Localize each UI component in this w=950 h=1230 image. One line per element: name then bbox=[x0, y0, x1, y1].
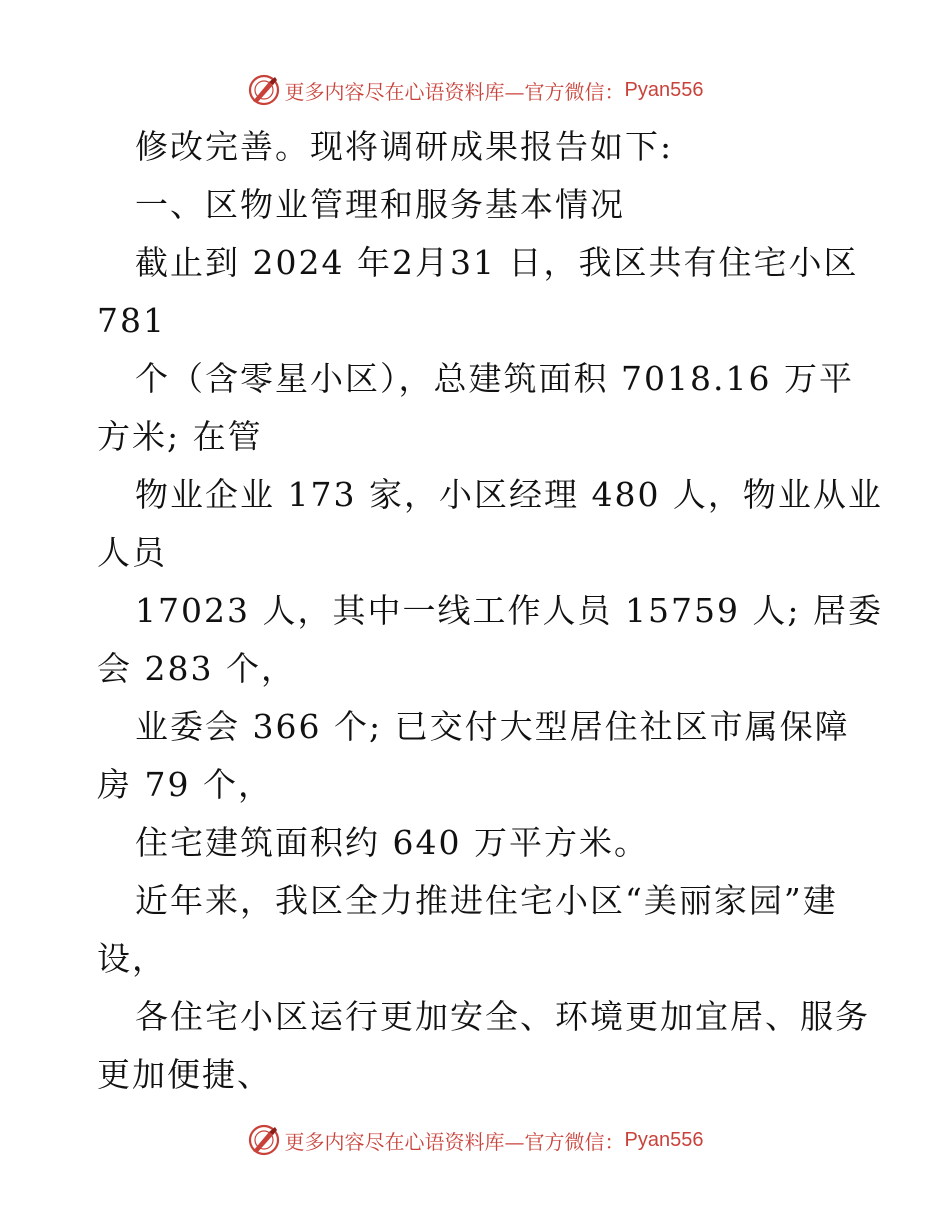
quill-pen-logo-icon bbox=[247, 1123, 281, 1157]
text-line: 设， bbox=[97, 939, 167, 978]
text-line: 781 bbox=[97, 301, 166, 340]
document-body bbox=[97, 118, 884, 1104]
text-line: 方米; 在管 bbox=[97, 417, 263, 456]
text-line: 会 283 个， bbox=[97, 649, 296, 688]
text-line: 更加便捷、 bbox=[97, 1055, 272, 1094]
quill-pen-logo-icon bbox=[247, 73, 281, 107]
header-banner-wechat: Pyan556 bbox=[624, 78, 704, 101]
footer-banner bbox=[0, 1118, 950, 1162]
header-banner bbox=[0, 68, 950, 112]
text-line: 物业企业 173 家，小区经理 480 人，物业从业 bbox=[135, 475, 883, 514]
text-line: 住宅建筑面积约 640 万平方米。 bbox=[135, 823, 649, 862]
text-line: 修改完善。现将调研成果报告如下: bbox=[135, 127, 674, 166]
text-line: 17023 人，其中一线工作人员 15759 人; 居委 bbox=[135, 591, 884, 630]
text-line: 业委会 366 个; 已交付大型居住社区市属保障 bbox=[135, 707, 850, 746]
text-line: 人员 bbox=[97, 533, 167, 572]
text-line: 个（含零星小区），总建筑面积 7018.16 万平 bbox=[135, 359, 854, 398]
footer-banner-wechat: Pyan556 bbox=[624, 1128, 704, 1151]
section-heading: 一、区物业管理和服务基本情况 bbox=[135, 185, 625, 224]
header-banner-text: 更多内容尽在心语资料库—官方微信： bbox=[284, 79, 625, 104]
footer-banner-text: 更多内容尽在心语资料库—官方微信： bbox=[284, 1129, 625, 1154]
text-line: 各住宅小区运行更加安全、环境更加宜居、服务 bbox=[135, 997, 870, 1036]
text-line: 房 79 个， bbox=[97, 765, 273, 804]
text-line: 近年来，我区全力推进住宅小区“美丽家园”建 bbox=[135, 881, 838, 920]
text-line: 截止到 2024 年2月31 日，我区共有住宅小区 bbox=[135, 243, 859, 282]
